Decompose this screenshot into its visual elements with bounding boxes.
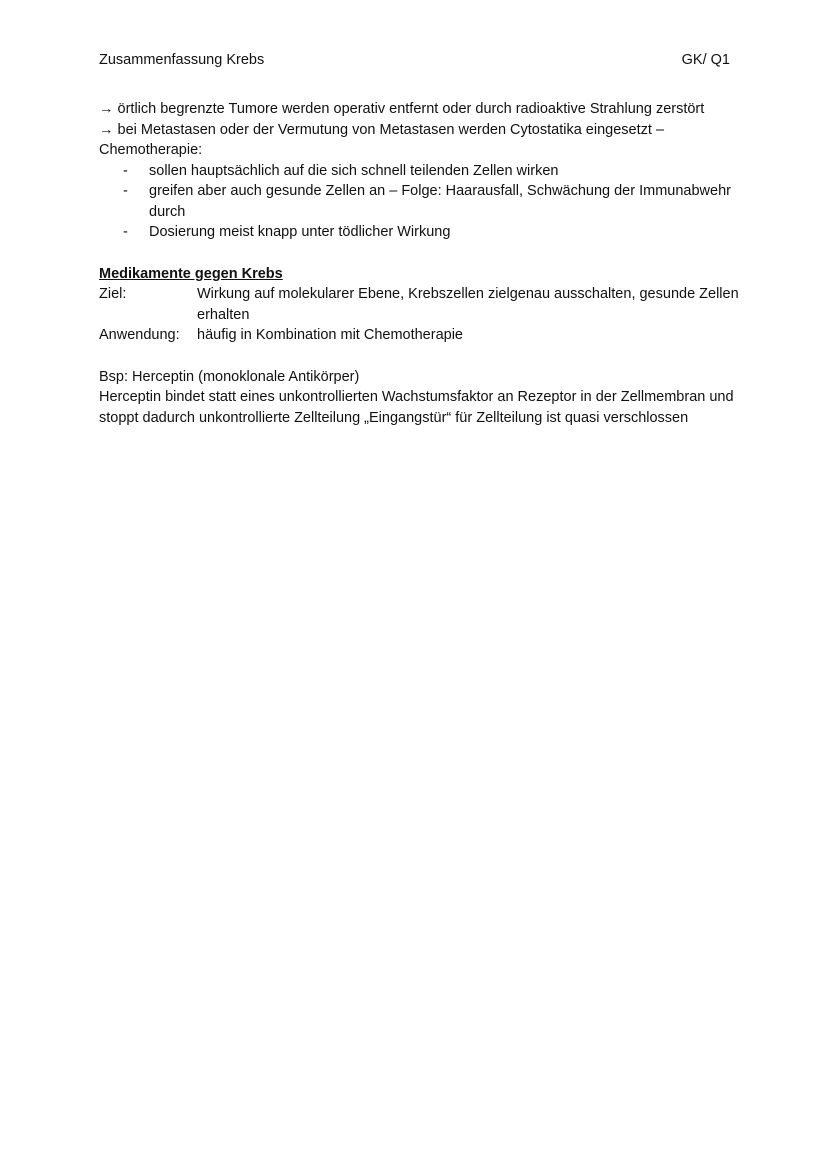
document-title: Zusammenfassung Krebs [99, 52, 265, 68]
page-header [99, 50, 730, 71]
document-body [99, 99, 739, 428]
intro-line-tumor: → örtlich begrenzte Tumore werden operativ entfernt oder durch radioaktive Strahlung zerstört [99, 101, 705, 117]
bullet-dash: - [123, 183, 128, 199]
definition-row-anwendung [99, 325, 739, 346]
example-text: Herceptin bindet statt eines unkontrollierten Wachstumsfaktor an Rezeptor in der Zellmembran und stoppt dadurch unkontrollierte Zellteilung „Eingangstür“ für Zellteilung ist quasi verschlossen [99, 389, 734, 426]
list-item [99, 222, 739, 243]
bullet-dash: - [123, 224, 128, 240]
bullet-text: Dosierung meist knapp unter tödlicher Wirkung [149, 224, 451, 240]
section-heading: Medikamente gegen Krebs [99, 265, 283, 282]
definition-term: Anwendung: [99, 327, 180, 343]
course-label: GK/ Q1 [681, 52, 730, 68]
example-title: Bsp: Herceptin (monoklonale Antikörper) [99, 368, 360, 385]
bullet-text: sollen hauptsächlich auf die sich schnell teilenden Zellen wirken [149, 162, 559, 179]
list-item [99, 181, 739, 222]
intro-line-metastasen: → bei Metastasen oder der Vermutung von Metastasen werden Cytostatika eingesetzt – Chemotherapie: [99, 121, 665, 158]
bullet-dash: - [123, 162, 128, 179]
list-item [99, 161, 739, 182]
definition-desc: häufig in Kombination mit Chemotherapie [197, 327, 463, 343]
chemo-bullet-list [99, 161, 739, 243]
definition-term: Ziel: [99, 286, 127, 302]
bullet-text: greifen aber auch gesunde Zellen an – Folge: Haarausfall, Schwächung der Immunabwehr durch [149, 183, 731, 220]
definition-desc: Wirkung auf molekularer Ebene, Krebszellen zielgenau ausschalten, gesunde Zellen erhalten [197, 286, 739, 323]
definition-row-ziel [99, 284, 739, 325]
